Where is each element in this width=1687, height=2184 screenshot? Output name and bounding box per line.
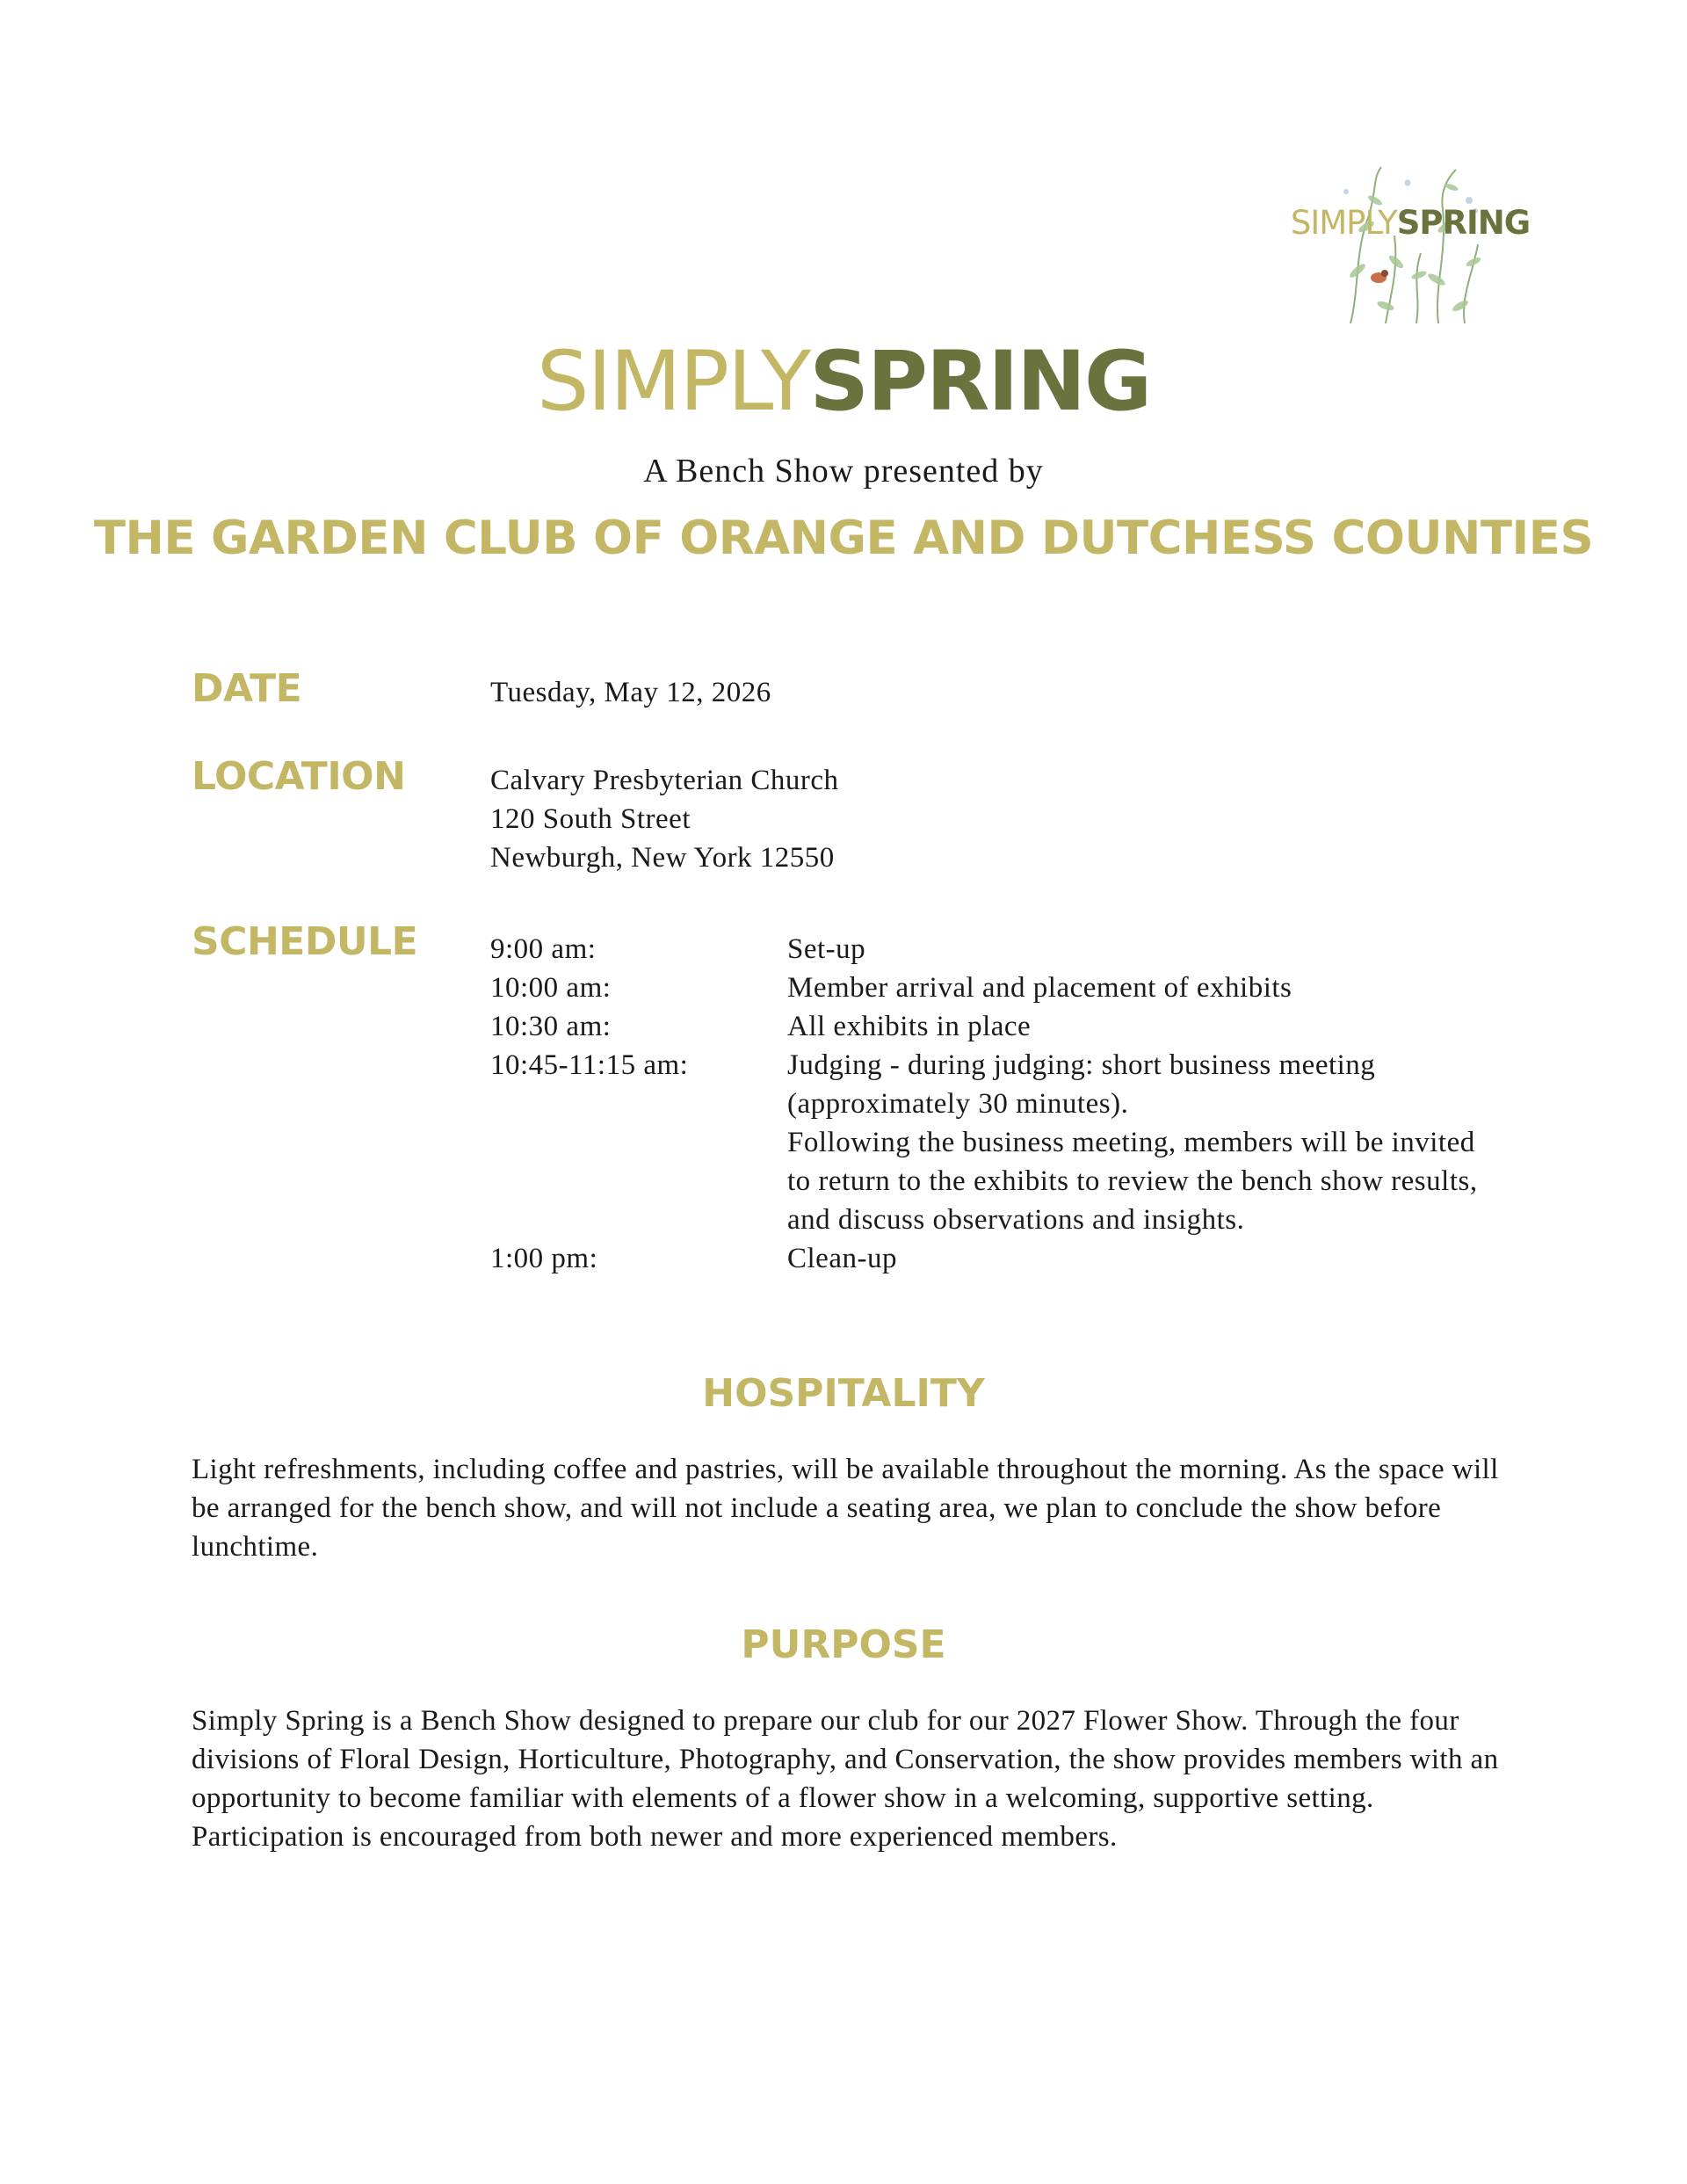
schedule-time: 1:00 pm: [490,1243,598,1274]
schedule-row [490,1239,1481,1278]
schedule-desc: Set-up [787,933,866,965]
date-label: DATE [192,666,302,711]
schedule-row [490,1007,1481,1046]
schedule-row [490,969,1481,1007]
date-value: Tuesday, May 12, 2026 [490,677,771,708]
title-dark-text: SPRING [809,334,1151,430]
schedule-desc-part-1: Judging - during judging: short business meeting (approximately 30 minutes). [787,1049,1376,1120]
logo-light-text: SIMPLY [1290,204,1397,242]
schedule-time: 10:30 am: [490,1011,612,1042]
logo-wordmark [1278,204,1542,242]
title-light-text: SIMPLY [536,334,810,430]
schedule-desc: Member arrival and placement of exhibits [787,972,1292,1004]
logo-dark-text: SPRING [1396,204,1531,242]
schedule-desc [787,1046,1481,1239]
location-line-2: 120 South Street [490,803,691,835]
schedule-time: 9:00 am: [490,933,597,965]
hospitality-text: Light refreshments, including coffee and pastries, will be available throughout the morning. As the space will be arranged for the bench show, and will not include a seating area, we plan to conclude the show before lunchtime. [192,1454,1499,1563]
schedule-time: 10:00 am: [490,972,612,1004]
location-line-3: Newburgh, New York 12550 [490,842,835,874]
organization-name: THE GARDEN CLUB OF ORANGE AND DUTCHESS COUNTIES [93,512,1594,565]
schedule-row [490,1046,1481,1239]
subtitle: A Bench Show presented by [643,453,1044,490]
schedule-table [490,930,1481,1278]
location-line-1: Calvary Presbyterian Church [490,765,839,796]
botanical-illustration-icon [1333,165,1488,325]
schedule-row [490,930,1481,969]
corner-logo [1278,158,1542,325]
schedule-desc-part-2: Following the business meeting, members will be invited to return to the exhibits to review the bench show results, and discuss observations and insights. [787,1127,1478,1236]
hospitality-heading: HOSPITALITY [702,1371,985,1416]
bird-icon [1371,270,1388,283]
purpose-text: Simply Spring is a Bench Show designed to prepare our club for our 2027 Flower Show. Through the four divisions of Floral Design, Horticulture, Photography, and Conservation, the show provides members with an opportunity to become familiar with elements of a flower show in a welcoming, supportive setting. Participation is encouraged from both newer and more experienced members. [192,1705,1499,1853]
schedule-desc: All exhibits in place [787,1011,1032,1042]
location-label: LOCATION [192,754,406,799]
schedule-desc: Clean-up [787,1243,897,1274]
purpose-heading: PURPOSE [741,1622,946,1667]
schedule-time: 10:45-11:15 am: [490,1049,689,1081]
schedule-label: SCHEDULE [192,919,418,964]
page-title [0,334,1687,430]
location-value [490,761,839,877]
